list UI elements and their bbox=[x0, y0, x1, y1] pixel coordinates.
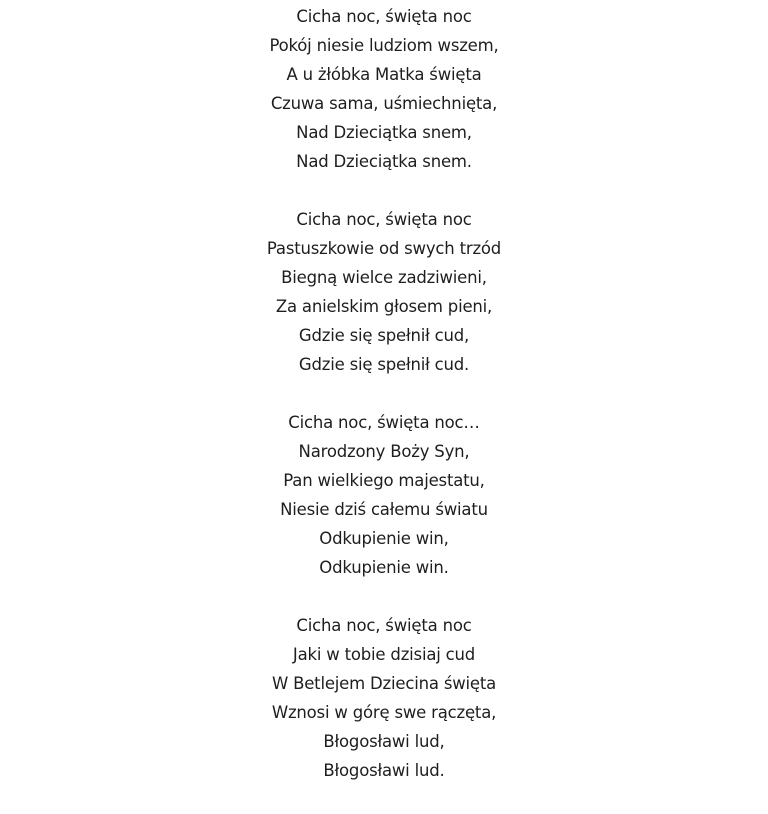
lyric-line: Gdzie się spełnił cud, bbox=[298, 326, 470, 345]
lyric-line: Odkupienie win. bbox=[319, 558, 449, 577]
stanza-1 bbox=[0, 2, 768, 176]
lyric-line: Narodzony Boży Syn, bbox=[298, 442, 470, 461]
stanza-3 bbox=[0, 408, 768, 582]
lyric-line: Odkupienie win, bbox=[319, 529, 449, 548]
lyric-line: Cicha noc, święta noc bbox=[296, 210, 472, 229]
lyric-line: Cicha noc, święta noc… bbox=[288, 413, 480, 432]
lyric-line: W Betlejem Dziecina święta bbox=[271, 674, 497, 693]
lyric-line: Błogosławi lud, bbox=[323, 732, 445, 751]
lyric-line: Biegną wielce zadziwieni, bbox=[281, 268, 487, 287]
lyric-line: Nad Dzieciątka snem. bbox=[296, 152, 472, 171]
lyric-line: Niesie dziś całemu światu bbox=[280, 500, 488, 519]
stanza-4 bbox=[0, 611, 768, 785]
lyric-line: Cicha noc, święta noc bbox=[296, 616, 472, 635]
stanza-2 bbox=[0, 205, 768, 379]
lyric-line: Wznosi w górę swe rączęta, bbox=[271, 703, 497, 722]
lyric-line: Pastuszkowie od swych trzód bbox=[266, 239, 502, 258]
lyric-line: Pan wielkiego majestatu, bbox=[283, 471, 485, 490]
lyric-line: Cicha noc, święta noc bbox=[296, 7, 472, 26]
lyric-line: A u żłóbka Matka święta bbox=[286, 65, 482, 84]
lyric-line: Czuwa sama, uśmiechnięta, bbox=[270, 94, 498, 113]
lyric-line: Za anielskim głosem pieni, bbox=[275, 297, 493, 316]
lyric-line: Nad Dzieciątka snem, bbox=[296, 123, 472, 142]
lyric-line: Błogosławi lud. bbox=[323, 761, 445, 780]
lyric-line: Pokój niesie ludziom wszem, bbox=[269, 36, 499, 55]
lyric-line: Jaki w tobie dzisiaj cud bbox=[292, 645, 476, 664]
lyrics bbox=[0, 2, 768, 814]
lyric-line: Gdzie się spełnił cud. bbox=[298, 355, 470, 374]
